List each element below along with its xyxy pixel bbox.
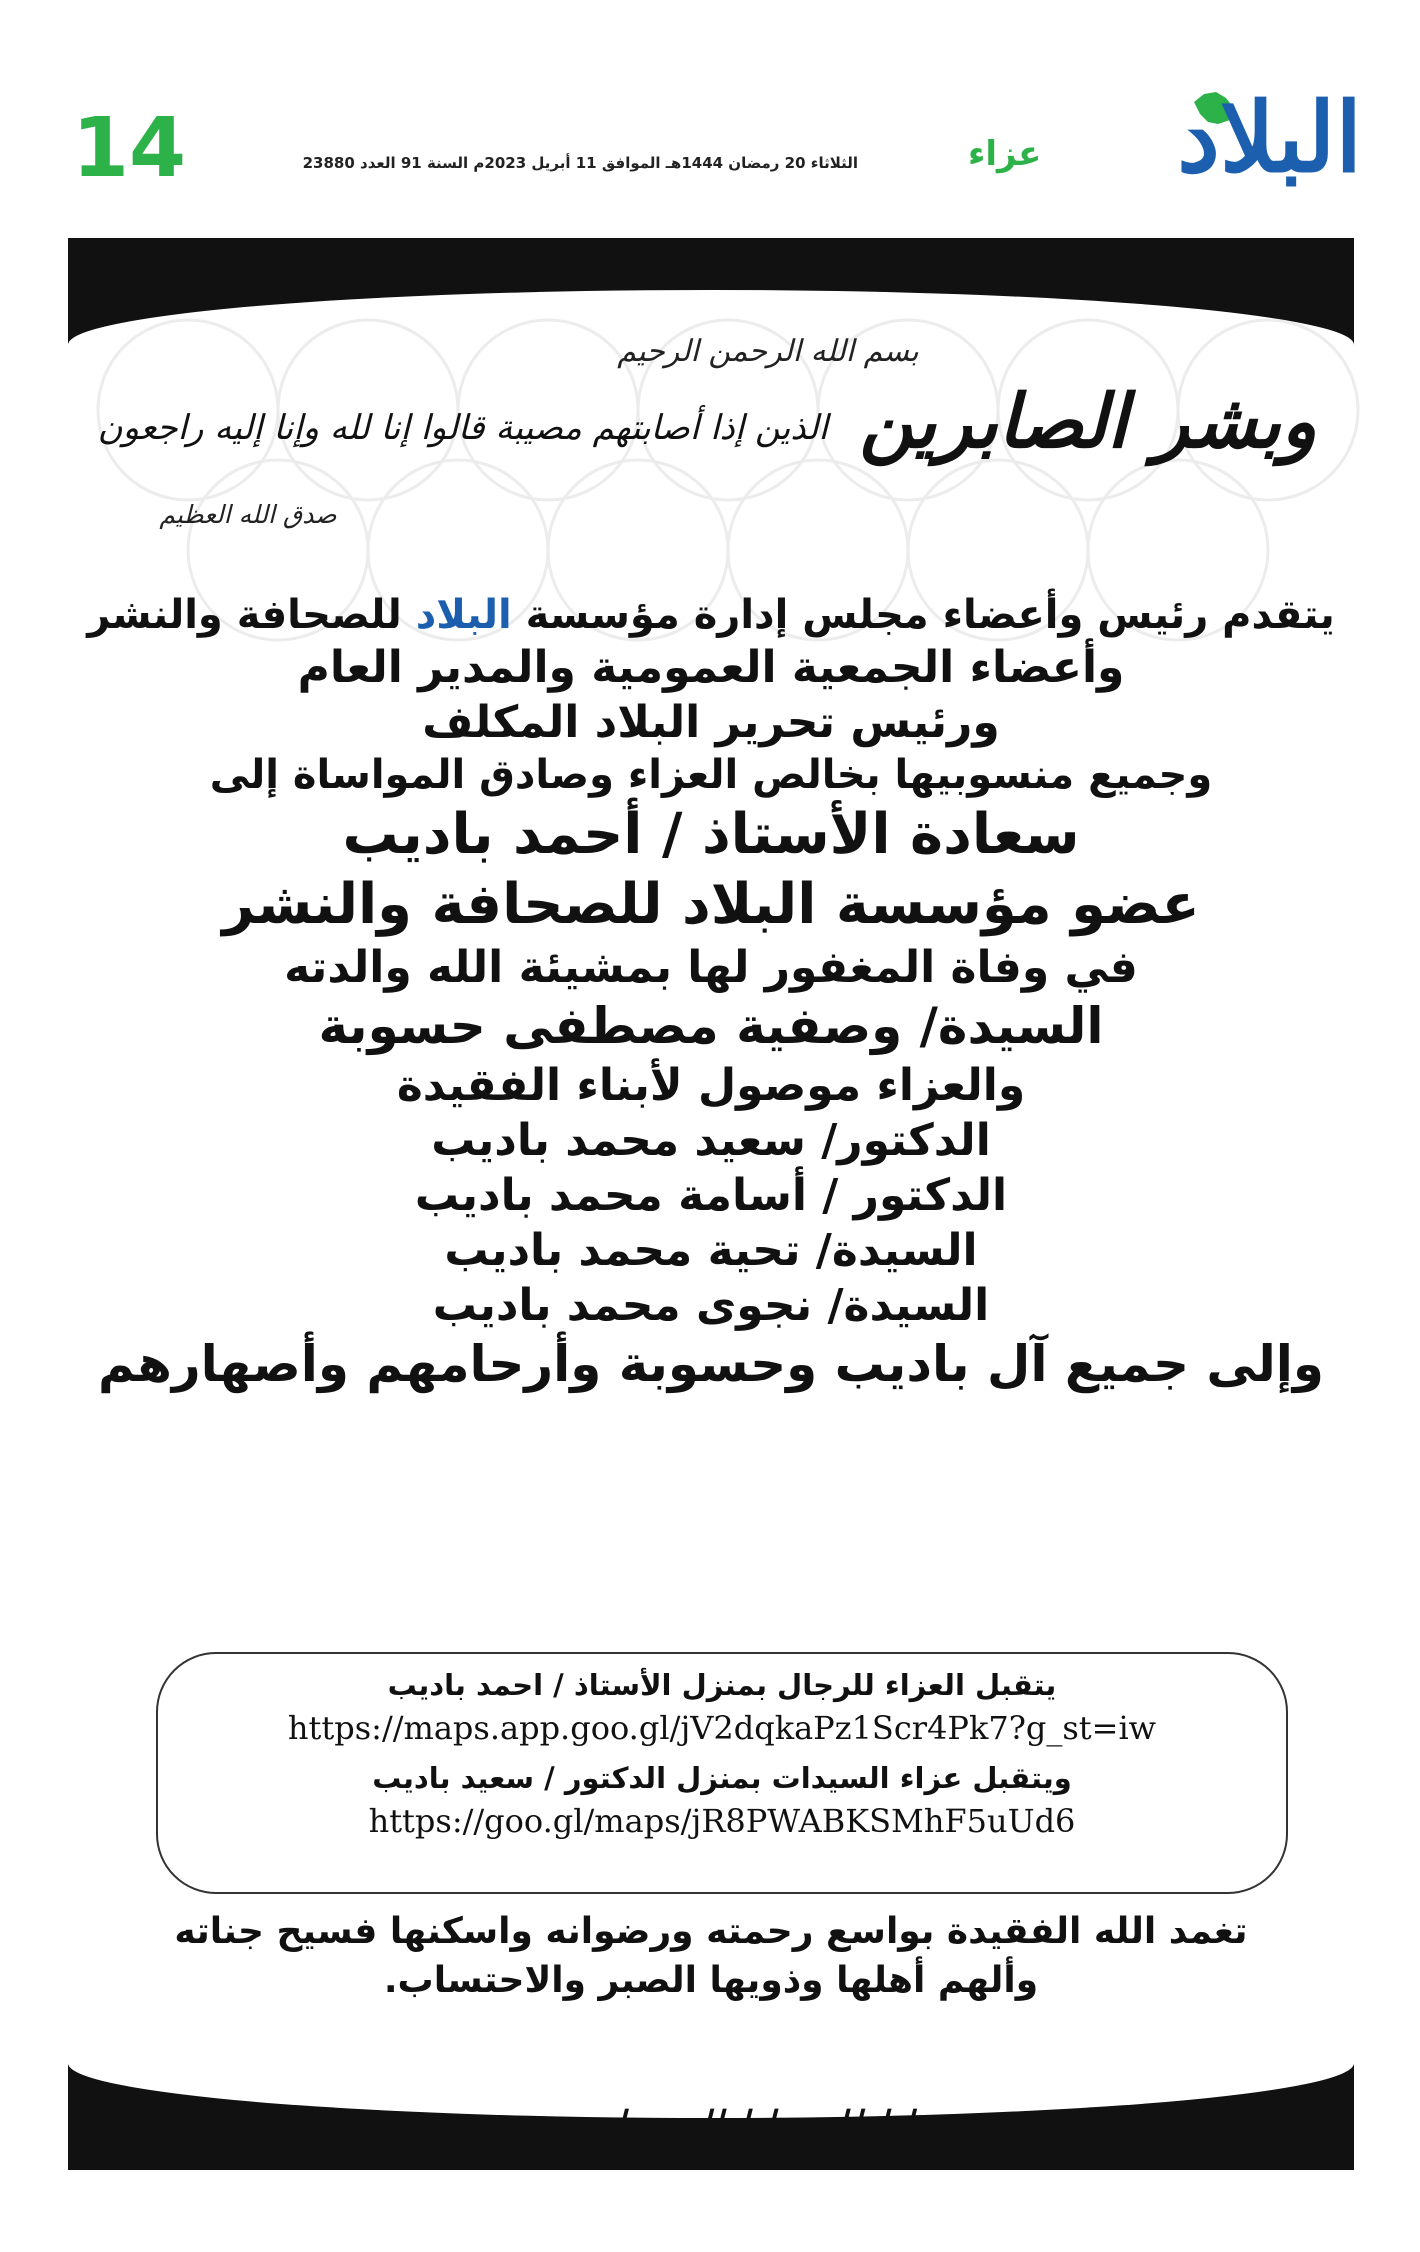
- closing-line-1: تغمد الله الفقيدة بواسع رحمته ورضوانه واسكنها فسيح جناته: [174, 1911, 1248, 1952]
- body-line: وجميع منسوبيها بخالص العزاء وصادق المواساة إلى: [209, 752, 1213, 798]
- body-line: والعزاء موصول لأبناء الفقيدة: [396, 1059, 1026, 1111]
- section-title: عزاء: [968, 134, 1042, 174]
- sadaq-calligraphy: صدق الله العظيم: [159, 500, 337, 529]
- page-header: [0, 0, 1420, 230]
- page-number: 14: [72, 101, 187, 196]
- addressee-title: عضو مؤسسة البلاد للصحافة والنشر: [222, 872, 1200, 937]
- basmala-calligraphy: بسم الله الرحمن الرحيم: [617, 334, 919, 369]
- body-line-1-post: للصحافة والنشر: [87, 592, 402, 638]
- family-line: وإلى جميع آل باديب وحسوبة وأرحامهم وأصهارهم: [98, 1334, 1324, 1393]
- women-reception-text: ويتقبل عزاء السيدات بمنزل الدكتور / سعيد باديب: [372, 1761, 1072, 1796]
- condolence-panel: [68, 290, 1354, 2153]
- body-line-1: [68, 590, 1354, 640]
- daughter-name: السيدة/ تحية محمد باديب: [444, 1224, 978, 1276]
- logo-wordmark: البلاد: [1177, 81, 1362, 194]
- body-line: ورئيس تحرير البلاد المكلف: [422, 697, 1000, 748]
- condolence-info-box: [156, 1652, 1288, 1894]
- closing-line-2: وألهم أهلها وذويها الصبر والاحتساب.: [383, 1959, 1039, 2001]
- footer-verse-calligraphy: إنا لله وإنا إليه راجعون: [509, 2102, 913, 2153]
- deceased-name: السيدة/ وصفية مصطفى حسوبة: [318, 997, 1104, 1055]
- body-line: في وفاة المغفور لها بمشيئة الله والدته: [284, 942, 1138, 993]
- men-reception-text: يتقبل العزاء للرجال بمنزل الأستاذ / احمد باديب: [387, 1668, 1057, 1702]
- body-line-1-pre: يتقدم رئيس وأعضاء مجلس إدارة مؤسسة: [525, 592, 1335, 638]
- addressee-name: سعادة الأستاذ / أحمد باديب: [342, 802, 1080, 867]
- verse-main-calligraphy: وبشر الصابرين: [859, 379, 1317, 465]
- verse-sub-calligraphy: الذين إذا أصابتهم مصيبة قالوا إنا لله وإنا إليه راجعون: [97, 408, 828, 448]
- women-location-link[interactable]: https://goo.gl/maps/jR8PWABKSMhF5uUd6: [368, 1801, 1076, 1840]
- condolence-frame: [68, 238, 1354, 2170]
- son-name: الدكتور / أسامة محمد باديب: [414, 1169, 1008, 1221]
- newspaper-logo[interactable]: [1112, 81, 1362, 198]
- daughter-name: السيدة/ نجوى محمد باديب: [432, 1279, 990, 1331]
- dateline: الثلاثاء 20 رمضان 1444هـ الموافق 11 أبريل 2023م السنة 91 العدد 23880: [302, 154, 858, 172]
- inline-logo: البلاد: [415, 592, 512, 638]
- men-location-link[interactable]: https://maps.app.goo.gl/jV2dqkaPz1Scr4Pk7?g_st=iw: [287, 1708, 1157, 1747]
- closing-prayer: [68, 1908, 1354, 2005]
- body-line: وأعضاء الجمعية العمومية والمدير العام: [297, 642, 1125, 693]
- condolence-body: [68, 590, 1354, 1395]
- son-name: الدكتور/ سعيد محمد باديب: [431, 1114, 991, 1166]
